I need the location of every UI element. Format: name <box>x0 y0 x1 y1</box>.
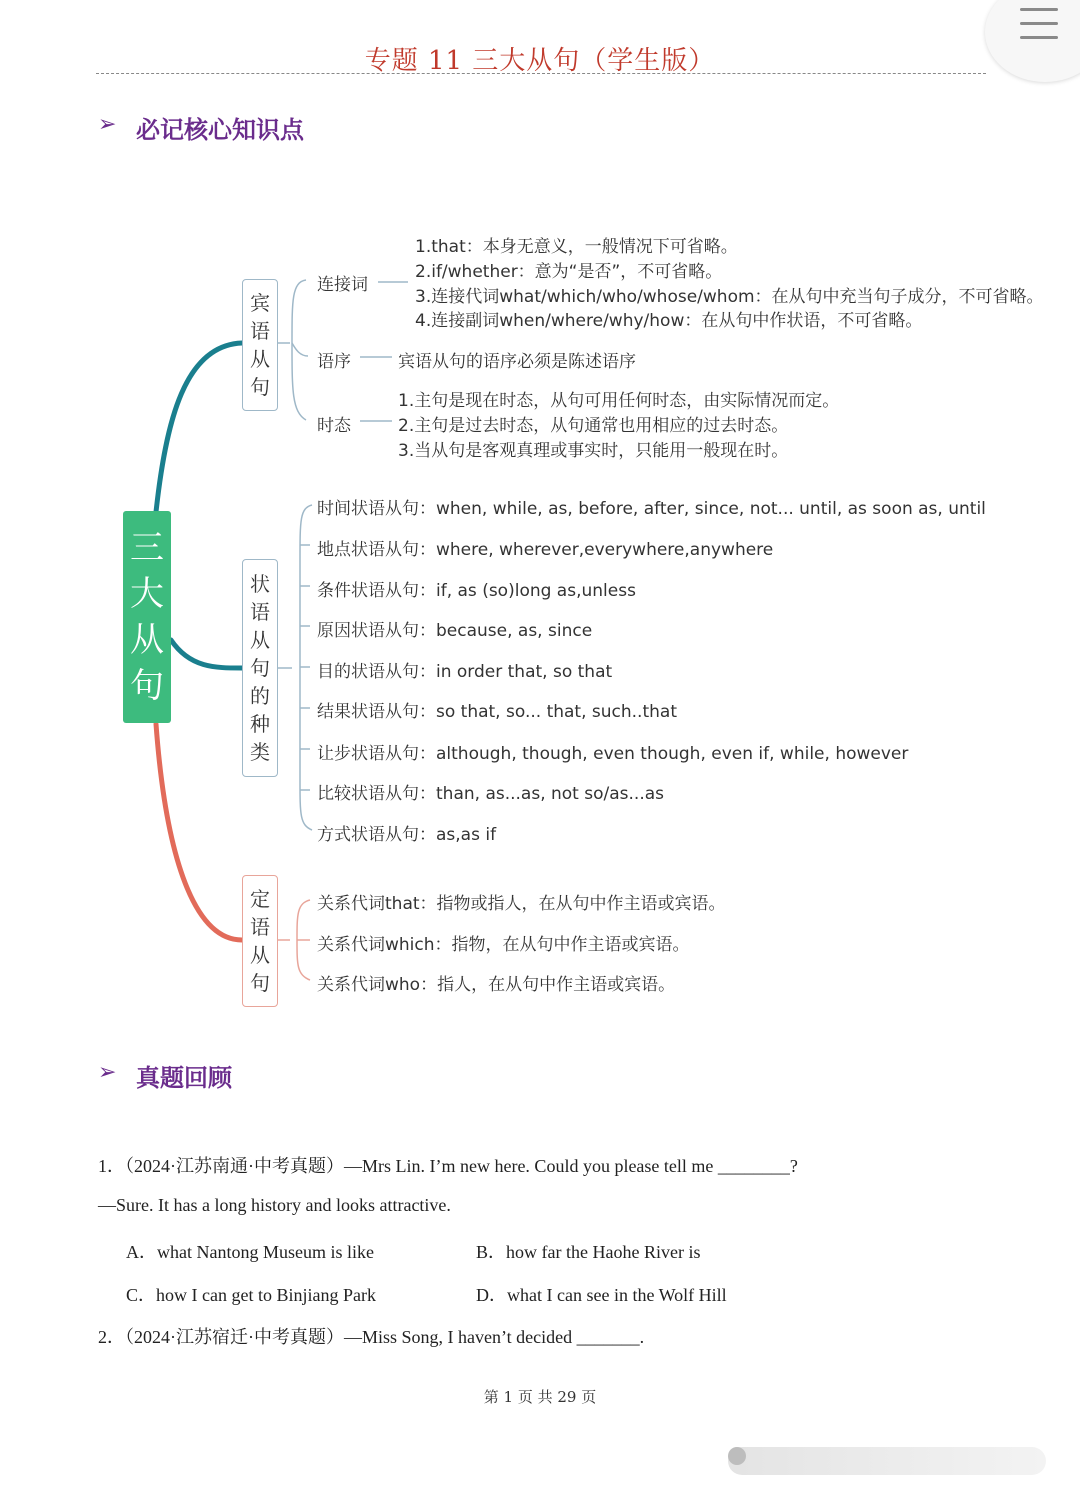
node-char: 从 <box>250 347 270 371</box>
adverbial-item: 目的状语从句：in order that, so that <box>317 662 613 682</box>
tense-item: 1.主句是现在时态，从句可用任何时态，由实际情况而定。 <box>398 391 840 411</box>
adverbial-item: 时间状语从句：when, while, as, before, after, since, not... until, as soon as, until <box>317 499 986 519</box>
node-char: 宾 <box>250 291 270 315</box>
connector-item: 2.if/whether：意为“是否”，不可省略。 <box>415 262 723 282</box>
section-heading-knowledge: 必记核心知识点 <box>136 116 304 144</box>
tense-label: 时态 <box>317 416 351 436</box>
tense-item: 2.主句是过去时态，从句通常也用相应的过去时态。 <box>398 416 789 436</box>
adverbial-item: 条件状语从句：if, as (so)long as,unless <box>317 581 636 601</box>
node-char: 句 <box>250 971 270 995</box>
node-char: 句 <box>250 375 270 399</box>
root-char: 句 <box>130 666 164 706</box>
question-1-reply: —Sure. It has a long history and looks attractive. <box>98 1195 451 1215</box>
node-char: 从 <box>250 628 270 652</box>
node-char: 语 <box>250 600 270 624</box>
adverbial-item: 原因状语从句：because, as, since <box>317 621 593 641</box>
order-text: 宾语从句的语序必须是陈述语序 <box>398 352 636 372</box>
mindmap-root-node <box>123 511 171 723</box>
node-char: 语 <box>250 319 270 343</box>
title-divider <box>96 73 986 74</box>
adverbial-item: 地点状语从句：where, wherever,everywhere,anywhere <box>317 540 774 560</box>
node-char: 句 <box>250 656 270 680</box>
scroll-indicator[interactable] <box>728 1447 1046 1475</box>
attributive-item: 关系代词which：指物，在从句中作主语或宾语。 <box>317 935 690 955</box>
root-char: 从 <box>130 620 164 660</box>
scroll-handle-icon[interactable] <box>728 1447 746 1465</box>
question-2-stem: 2．（2024·江苏宿迁·中考真题）—Miss Song, I haven’t decided _______. <box>98 1327 645 1347</box>
option-b[interactable]: B．how far the Haohe River is <box>476 1242 701 1262</box>
node-char: 状 <box>250 572 270 596</box>
section-arrow-icon: ➢ <box>98 1060 117 1085</box>
root-char: 大 <box>130 574 164 614</box>
option-c[interactable]: C．how I can get to Binjiang Park <box>126 1285 376 1305</box>
connector-item: 3.连接代词what/which/who/whose/whom：在从句中充当句子成分，不可省略。 <box>415 287 1044 307</box>
question-1-stem: 1．（2024·江苏南通·中考真题）—Mrs Lin. I’m new here. Could you please tell me ________? <box>98 1156 798 1176</box>
adverbial-item: 方式状语从句：as,as if <box>317 825 497 845</box>
hamburger-menu-icon-bar <box>1020 22 1058 25</box>
section-arrow-icon: ➢ <box>98 112 117 137</box>
adverbial-item: 结果状语从句：so that, so... that, such..that <box>317 702 677 722</box>
connector-label: 连接词 <box>317 275 368 295</box>
node-char: 的 <box>250 684 270 708</box>
hamburger-menu-icon-bar <box>1020 36 1058 39</box>
node-char: 类 <box>250 740 270 764</box>
tense-item: 3.当从句是客观真理或事实时，只能用一般现在时。 <box>398 441 789 461</box>
node-adverbial-clause <box>242 559 278 777</box>
adverbial-item: 比较状语从句：than, as...as, not so/as...as <box>317 784 664 804</box>
adverbial-item: 让步状语从句：although, though, even though, even if, while, however <box>317 744 909 764</box>
page-footer: 第 1 页 共 29 页 <box>483 1388 597 1406</box>
node-char: 定 <box>250 887 270 911</box>
connector-item: 1.that：本身无意义，一般情况下可省略。 <box>415 237 738 257</box>
order-label: 语序 <box>317 352 351 372</box>
node-char: 从 <box>250 943 270 967</box>
attributive-item: 关系代词that：指物或指人，在从句中作主语或宾语。 <box>317 894 726 914</box>
attributive-item: 关系代词who：指人，在从句中作主语或宾语。 <box>317 975 676 995</box>
node-object-clause <box>242 279 278 411</box>
node-char: 种 <box>250 712 270 736</box>
node-char: 语 <box>250 915 270 939</box>
option-d[interactable]: D．what I can see in the Wolf Hill <box>476 1285 727 1305</box>
option-a[interactable]: A．what Nantong Museum is like <box>126 1242 374 1262</box>
node-attributive-clause <box>242 875 278 1007</box>
page-title: 专题 11 三大从句（学生版） <box>364 46 716 76</box>
root-char: 三 <box>130 528 164 568</box>
hamburger-menu-icon[interactable] <box>1020 8 1058 11</box>
connector-item: 4.连接副词when/where/why/how：在从句中作状语，不可省略。 <box>415 311 923 331</box>
section-heading-review: 真题回顾 <box>136 1064 232 1092</box>
